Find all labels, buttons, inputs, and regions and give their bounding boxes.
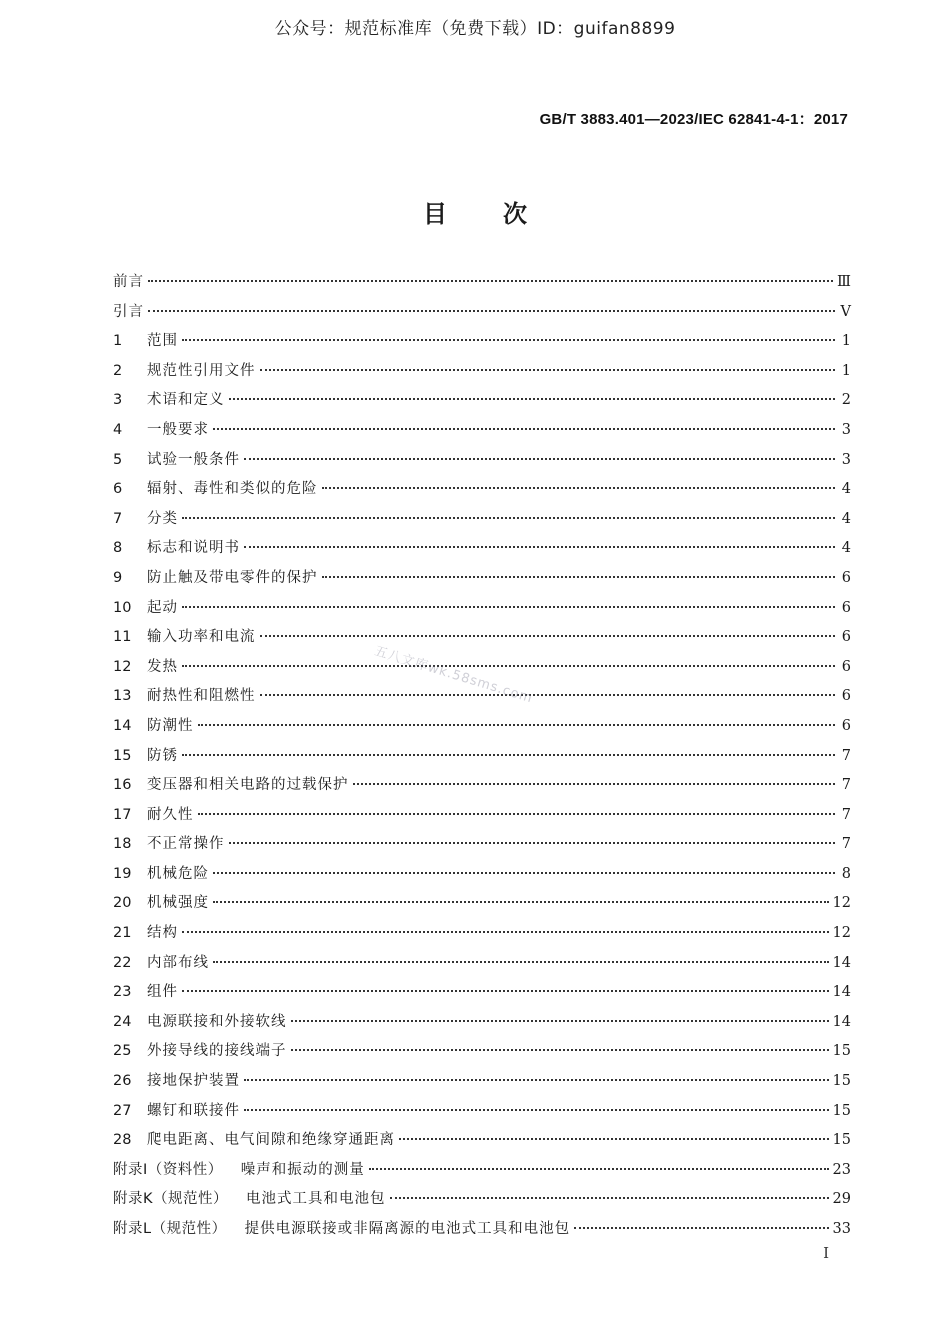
toc-entry-page: 6 — [841, 599, 851, 616]
toc-entry-title: 规范性引用文件 — [147, 362, 256, 379]
toc-leader-dots — [229, 842, 836, 844]
toc-entry-title: 耐热性和阻燃性 — [147, 688, 256, 705]
toc-entry-number: 3 — [113, 392, 123, 409]
toc-entry-number: 25 — [113, 1043, 132, 1060]
toc-entry-number: 15 — [113, 747, 132, 764]
toc-entry-page: 14 — [832, 984, 851, 1001]
toc-entry-number: 9 — [113, 569, 123, 586]
toc-entry-number: 28 — [113, 1132, 132, 1149]
toc-entry[interactable] — [113, 477, 851, 507]
toc-entry-number: 6 — [113, 481, 123, 498]
toc-leader-dots — [213, 901, 829, 903]
toc-entry-page: Ⅲ — [837, 274, 851, 290]
toc-annex-page: 29 — [832, 1191, 851, 1208]
toc-entry-title: 耐久性 — [147, 806, 194, 823]
toc-entry-number: 11 — [113, 629, 132, 646]
toc-entry-title: 组件 — [147, 984, 178, 1001]
toc-entry-page: 3 — [841, 421, 851, 438]
toc-entry[interactable] — [113, 951, 851, 981]
toc-entry-title: 变压器和相关电路的过载保护 — [147, 777, 349, 794]
toc-annex-entry[interactable] — [113, 1158, 851, 1188]
toc-entry-page: 12 — [832, 925, 851, 942]
toc-entry[interactable] — [113, 536, 851, 566]
toc-entry-page: 8 — [841, 865, 851, 882]
toc-entry-title: 机械强度 — [147, 895, 209, 912]
toc-entry-number: 4 — [113, 421, 123, 438]
toc-leader-dots — [574, 1227, 828, 1229]
toc-entry-page: 15 — [832, 1102, 851, 1119]
toc-leader-dots — [291, 1049, 829, 1051]
toc-entry-page: 1 — [841, 362, 851, 379]
toc-entry-number: 2 — [113, 362, 123, 379]
toc-entry-title: 螺钉和联接件 — [147, 1102, 240, 1119]
toc-leader-dots — [229, 398, 836, 400]
toc-leader-dots — [182, 517, 835, 519]
toc-entry-title: 引言 — [113, 303, 144, 320]
toc-entry-number: 17 — [113, 806, 132, 823]
toc-entry[interactable] — [113, 921, 851, 951]
toc-entry-page: 14 — [832, 954, 851, 971]
toc-entry[interactable] — [113, 832, 851, 862]
toc-leader-dots — [198, 724, 836, 726]
toc-entry[interactable] — [113, 1128, 851, 1158]
toc-entry-page: 15 — [832, 1073, 851, 1090]
toc-entry-title: 范围 — [147, 333, 178, 350]
toc-leader-dots — [198, 813, 836, 815]
toc-entry[interactable] — [113, 744, 851, 774]
toc-entry[interactable] — [113, 300, 851, 330]
toc-annex-prefix: 附录Ⅰ（资料性） — [113, 1161, 223, 1178]
toc-leader-dots — [213, 961, 829, 963]
toc-leader-dots — [260, 369, 836, 371]
toc-annex-title: 噪声和振动的测量 — [240, 1161, 365, 1178]
toc-annex-prefix: 附录L（规范性） — [113, 1221, 227, 1237]
toc-entry[interactable] — [113, 714, 851, 744]
toc-annex-title: 电池式工具和电池包 — [246, 1191, 386, 1208]
header-watermark: 公众号：规范标准库（免费下载）ID：guifan8899 — [274, 19, 676, 39]
toc-entry-page: 6 — [841, 717, 851, 734]
toc-entry-page: 7 — [841, 806, 851, 823]
toc-leader-dots — [322, 576, 836, 578]
toc-entry-number: 7 — [113, 510, 123, 527]
toc-entry-title: 电源联接和外接软线 — [147, 1013, 287, 1030]
toc-entry-title: 防锈 — [147, 747, 178, 764]
background-watermark: 五八文库wk.58sms.com — [372, 643, 535, 707]
toc-leader-dots — [213, 428, 835, 430]
toc-annex-entry[interactable] — [113, 1187, 851, 1217]
toc-entry-page: 15 — [832, 1043, 851, 1060]
toc-entry-number: 12 — [113, 658, 132, 675]
toc-entry-page: 3 — [841, 451, 851, 468]
toc-entry[interactable] — [113, 1010, 851, 1040]
toc-entry-title: 结构 — [147, 925, 178, 942]
toc-entry-title: 接地保护装置 — [147, 1073, 240, 1090]
toc-entry[interactable] — [113, 773, 851, 803]
toc-entry-page: 12 — [832, 895, 851, 912]
toc-entry-number: 1 — [113, 333, 123, 350]
toc-entry-title: 发热 — [147, 658, 178, 675]
toc-annex-page: 33 — [832, 1221, 851, 1237]
toc-entry-page: Ⅴ — [840, 303, 851, 320]
toc-leader-dots — [244, 1079, 829, 1081]
toc-entry-title: 输入功率和电流 — [147, 629, 256, 646]
toc-entry[interactable] — [113, 1099, 851, 1129]
toc-annex-page: 23 — [832, 1161, 851, 1178]
toc-entry-number: 21 — [113, 925, 132, 942]
toc-entry[interactable] — [113, 1039, 851, 1069]
toc-leader-dots — [399, 1138, 829, 1140]
toc-entry-page: 1 — [841, 333, 851, 350]
toc-entry-number: 8 — [113, 540, 123, 557]
toc-leader-dots — [182, 339, 835, 341]
toc-entry-number: 18 — [113, 836, 132, 853]
toc-leader-dots — [182, 606, 835, 608]
toc-leader-dots — [182, 931, 829, 933]
toc-entry[interactable] — [113, 803, 851, 833]
toc-entry-title: 一般要求 — [147, 421, 209, 438]
toc-entry-title: 防止触及带电零件的保护 — [147, 569, 318, 586]
toc-entry-title: 内部布线 — [147, 954, 209, 971]
toc-entry-page: 6 — [841, 688, 851, 705]
toc-leader-dots — [322, 487, 836, 489]
toc-leader-dots — [244, 546, 835, 548]
toc-entry-title: 分类 — [147, 510, 178, 527]
toc-entry-number: 24 — [113, 1013, 132, 1030]
toc-entry-number: 27 — [113, 1102, 132, 1119]
toc-entry-page: 7 — [841, 777, 851, 794]
toc-entry-number: 5 — [113, 451, 123, 468]
toc-entry-number: 10 — [113, 599, 132, 616]
toc-entry-title: 辐射、毒性和类似的危险 — [147, 481, 318, 498]
toc-leader-dots — [390, 1197, 829, 1199]
toc-entry-page: 6 — [841, 569, 851, 586]
toc-leader-dots — [260, 694, 836, 696]
toc-entry-number: 14 — [113, 717, 132, 734]
toc-entry-title: 不正常操作 — [147, 836, 225, 853]
toc-leader-dots — [148, 310, 835, 312]
toc-entry-page: 6 — [841, 629, 851, 646]
toc-entry-title: 标志和说明书 — [147, 540, 240, 557]
toc-entry[interactable] — [113, 507, 851, 537]
toc-entry-page: 4 — [841, 510, 851, 527]
toc-entry-title: 爬电距离、电气间隙和绝缘穿通距离 — [147, 1132, 395, 1149]
toc-entry[interactable] — [113, 388, 851, 418]
toc-leader-dots — [244, 458, 835, 460]
toc-entry-number: 23 — [113, 984, 132, 1001]
toc-entry[interactable] — [113, 980, 851, 1010]
toc-entry-number: 16 — [113, 777, 132, 794]
toc-entry-number: 22 — [113, 954, 132, 971]
page-title: 目次 — [423, 200, 583, 228]
page-number: Ⅰ — [823, 1244, 829, 1262]
toc-entry[interactable] — [113, 596, 851, 626]
toc-entry-page: 14 — [832, 1013, 851, 1030]
toc-entry-number: 20 — [113, 895, 132, 912]
toc-entry-title: 前言 — [113, 274, 144, 290]
toc-entry-number: 19 — [113, 865, 132, 882]
toc-leader-dots — [148, 280, 833, 282]
toc-entry-number: 13 — [113, 688, 132, 705]
toc-entry-page: 7 — [841, 747, 851, 764]
toc-leader-dots — [182, 990, 829, 992]
toc-entry[interactable] — [113, 862, 851, 892]
toc-entry[interactable] — [113, 566, 851, 596]
toc-leader-dots — [182, 665, 835, 667]
toc-entry[interactable] — [113, 329, 851, 359]
toc-entry-number: 26 — [113, 1073, 132, 1090]
toc-entry-title: 术语和定义 — [147, 392, 225, 409]
toc-entry-page: 2 — [841, 392, 851, 409]
toc-leader-dots — [182, 754, 835, 756]
toc-annex-prefix: 附录K（规范性） — [113, 1191, 229, 1208]
toc-leader-dots — [353, 783, 836, 785]
toc-entry[interactable] — [113, 1069, 851, 1099]
toc-entry-title: 起动 — [147, 599, 178, 616]
toc-leader-dots — [291, 1020, 829, 1022]
toc-entry[interactable] — [113, 418, 851, 448]
toc-leader-dots — [244, 1109, 829, 1111]
toc-entry-title: 防潮性 — [147, 717, 194, 734]
toc-entry[interactable] — [113, 359, 851, 389]
toc-entry-page: 4 — [841, 540, 851, 557]
table-of-contents — [113, 270, 851, 1247]
toc-entry-title: 外接导线的接线端子 — [147, 1043, 287, 1060]
standard-code: GB/T 3883.401—2023/IEC 62841-4-1：2017 — [539, 111, 848, 128]
toc-entry[interactable] — [113, 625, 851, 655]
toc-entry-title: 机械危险 — [147, 865, 209, 882]
toc-leader-dots — [260, 635, 836, 637]
toc-entry-page: 6 — [841, 658, 851, 675]
toc-entry[interactable] — [113, 891, 851, 921]
toc-annex-entry[interactable] — [113, 1217, 851, 1247]
toc-entry-page: 15 — [832, 1132, 851, 1149]
toc-entry-page: 7 — [841, 836, 851, 853]
toc-entry-title: 试验一般条件 — [147, 451, 240, 468]
toc-entry[interactable] — [113, 270, 851, 300]
toc-leader-dots — [213, 872, 835, 874]
toc-annex-title: 提供电源联接或非隔离源的电池式工具和电池包 — [244, 1221, 571, 1237]
toc-entry[interactable] — [113, 448, 851, 478]
toc-leader-dots — [369, 1168, 829, 1170]
toc-entry-page: 4 — [841, 481, 851, 498]
